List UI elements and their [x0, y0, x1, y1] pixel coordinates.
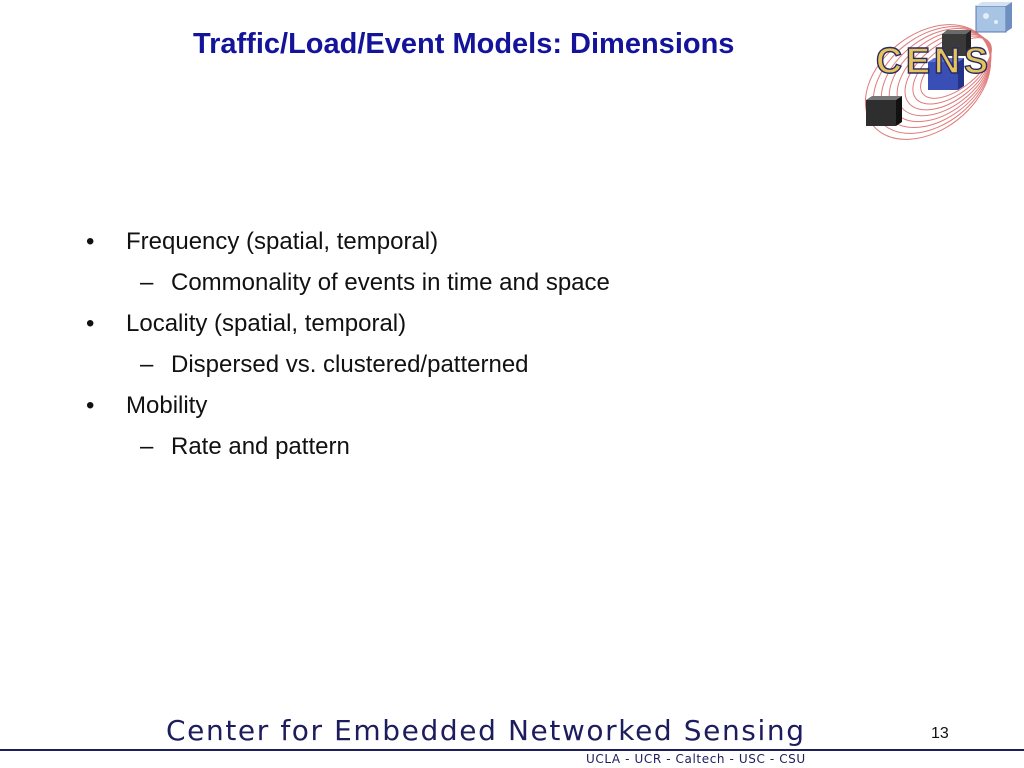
bullet-marker: • [86, 392, 95, 419]
sub-bullet-marker: – [140, 433, 154, 460]
logo-text: CENS [876, 40, 993, 81]
page-number: 13 [931, 725, 949, 742]
bullet-text: Mobility [126, 392, 208, 419]
footer-organization: Center for Embedded Networked Sensing [166, 714, 806, 747]
bullet-marker: • [86, 310, 95, 337]
sub-bullet-marker: – [140, 269, 154, 296]
sub-bullet-text: Commonality of events in time and space [171, 269, 610, 296]
bullet-marker: • [86, 228, 95, 255]
footer-divider [0, 749, 1024, 751]
logo-cube-light [976, 2, 1012, 32]
bullet-item [86, 228, 886, 256]
sub-bullet-marker: – [140, 351, 154, 378]
logo-cube-dark-bottom [866, 96, 902, 126]
bullet-item [86, 310, 886, 338]
bullet-text: Locality (spatial, temporal) [126, 310, 407, 337]
sub-bullet-item [86, 269, 886, 297]
sub-bullet-item [86, 433, 886, 461]
slide-title: Traffic/Load/Event Models: Dimensions [193, 28, 735, 60]
sub-bullet-text: Rate and pattern [171, 433, 350, 460]
bullet-text: Frequency (spatial, temporal) [126, 228, 439, 255]
sub-bullet-item [86, 351, 886, 379]
sub-bullet-text: Dispersed vs. clustered/patterned [171, 351, 529, 378]
bullet-item [86, 392, 886, 420]
footer-institutions: UCLA - UCR - Caltech - USC - CSU [586, 752, 806, 766]
bullet-list [86, 228, 886, 474]
